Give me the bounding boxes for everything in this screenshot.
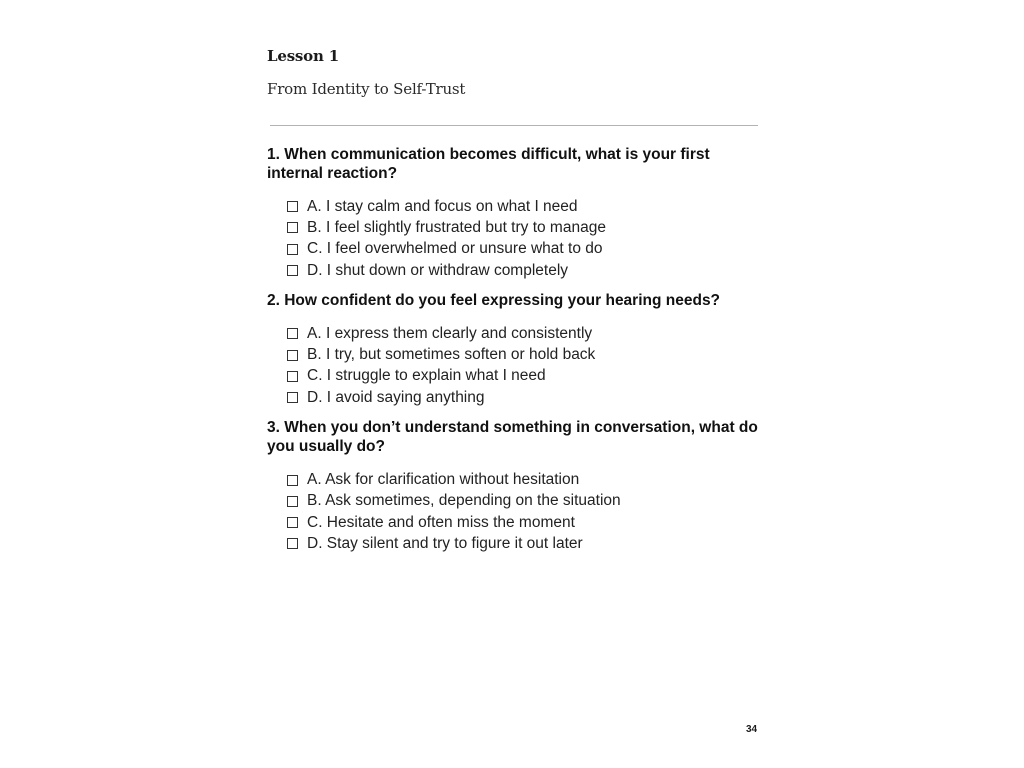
option-label: B. Ask sometimes, depending on the situation [307, 492, 621, 510]
question-3-text: 3. When you don’t understand something in conversation, what do you usually do? [267, 419, 758, 456]
checkbox-icon[interactable] [287, 538, 298, 549]
option-label: C. I feel overwhelmed or unsure what to do [307, 240, 603, 258]
question-2 [267, 291, 762, 408]
option-1d[interactable] [287, 260, 762, 281]
option-label: C. I struggle to explain what I need [307, 367, 546, 385]
horizontal-divider [270, 125, 758, 126]
option-3b[interactable] [287, 491, 762, 512]
option-label: A. Ask for clarification without hesitation [307, 471, 580, 489]
checkbox-icon[interactable] [287, 517, 298, 528]
checkbox-icon[interactable] [287, 201, 298, 212]
option-label: D. I avoid saying anything [307, 388, 485, 406]
option-label: C. Hesitate and often miss the moment [307, 513, 575, 531]
checkbox-icon[interactable] [287, 371, 298, 382]
option-label: B. I try, but sometimes soften or hold back [307, 346, 596, 364]
option-label: D. I shut down or withdraw completely [307, 261, 569, 279]
option-label: D. Stay silent and try to figure it out later [307, 534, 583, 552]
option-1b[interactable] [287, 217, 762, 238]
option-1a[interactable] [287, 196, 762, 217]
checkbox-icon[interactable] [287, 475, 298, 486]
option-label: A. I express them clearly and consistently [307, 324, 593, 342]
checkbox-icon[interactable] [287, 265, 298, 276]
checkbox-icon[interactable] [287, 496, 298, 507]
question-1 [267, 145, 762, 281]
option-label: B. I feel slightly frustrated but try to manage [307, 218, 606, 236]
checkbox-icon[interactable] [287, 222, 298, 233]
option-3d[interactable] [287, 533, 762, 554]
checkbox-icon[interactable] [287, 328, 298, 339]
option-3c[interactable] [287, 512, 762, 533]
question-1-text: 1. When communication becomes difficult, what is your first internal reaction? [267, 146, 710, 182]
page-number: 34 [746, 724, 758, 735]
lesson-label: Lesson 1 [267, 47, 339, 65]
question-2-options [267, 323, 762, 408]
question-1-options [267, 196, 762, 281]
question-2-text: 2. How confident do you feel expressing your hearing needs? [267, 292, 721, 310]
checkbox-icon[interactable] [287, 244, 298, 255]
checkbox-icon[interactable] [287, 392, 298, 403]
option-2d[interactable] [287, 387, 762, 408]
option-2b[interactable] [287, 344, 762, 365]
option-3a[interactable] [287, 469, 762, 490]
page-content [267, 44, 762, 555]
question-3 [267, 418, 762, 554]
option-2c[interactable] [287, 366, 762, 387]
option-label: A. I stay calm and focus on what I need [307, 197, 578, 215]
option-2a[interactable] [287, 323, 762, 344]
option-1c[interactable] [287, 239, 762, 260]
checkbox-icon[interactable] [287, 350, 298, 361]
question-3-options [267, 469, 762, 554]
lesson-subtitle: From Identity to Self-Trust [267, 80, 466, 98]
